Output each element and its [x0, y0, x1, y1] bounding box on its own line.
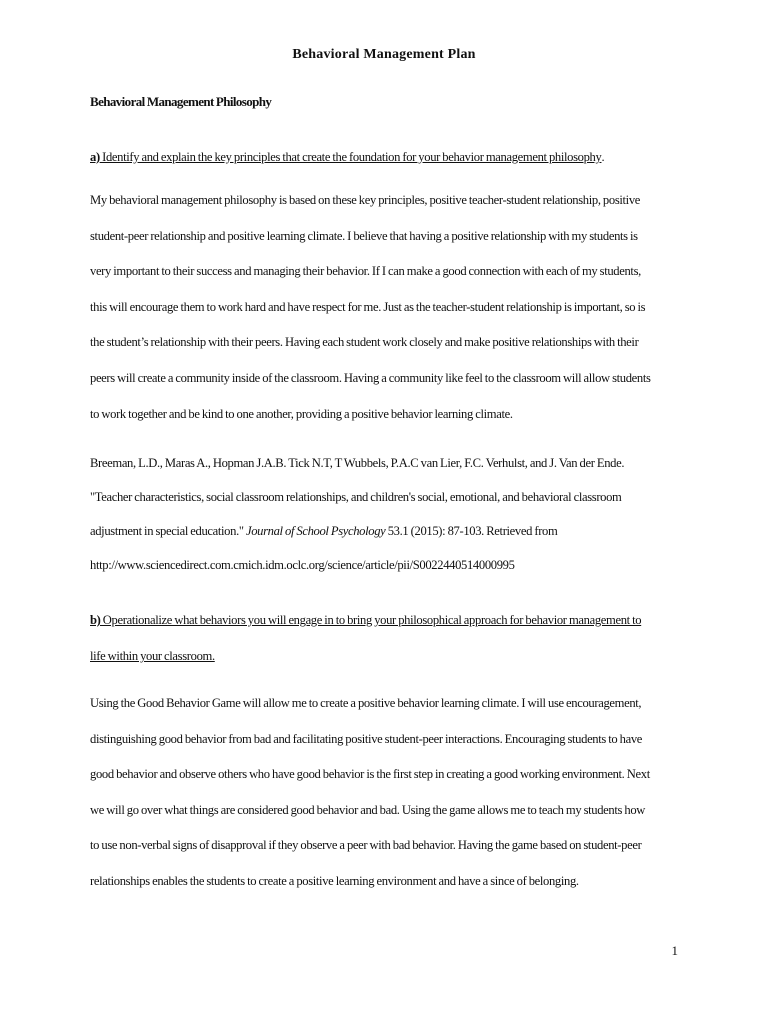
paragraph-philosophy — [90, 183, 680, 432]
question-a-text: Identify and explain the key principles that create the foundation for your behavior management philosophy — [99, 150, 602, 164]
paragraph-line: relationships enables the students to create a positive learning environment and have a since of belonging. — [90, 873, 579, 888]
document-title: Behavioral Management Plan — [292, 47, 476, 62]
question-b-text-line2: life within your classroom. — [90, 649, 215, 663]
paragraph-good-behavior-game — [90, 686, 680, 900]
question-b-text-line1: Operationalize what behaviors you will engage in to bring your philosophical approach for behavior management to — [100, 613, 642, 627]
paragraph-line: good behavior and observe others who have good behavior is the first step in creating a good working environment. Next — [90, 767, 650, 782]
section-heading: Behavioral Management Philosophy — [90, 94, 272, 109]
page-number: 1 — [671, 943, 678, 958]
question-a-trail: . — [601, 150, 605, 164]
paragraph-line: distinguishing good behavior from bad and facilitating positive student-peer interactions. Encouraging students to have — [90, 731, 643, 746]
paragraph-line: to work together and be kind to one another, providing a positive behavior learning climate. — [90, 406, 513, 421]
question-b-letter: b) — [90, 613, 101, 627]
paragraph-line: very important to their success and managing their behavior. If I can make a good connection with each of my students, — [90, 264, 641, 279]
question-a-letter: a) — [90, 150, 100, 164]
question-a — [90, 139, 680, 175]
citation — [90, 446, 680, 582]
citation-title: "Teacher characteristics, social classroom relationships, and children's social, emotional, and behavioral classroom — [90, 490, 622, 504]
paragraph-line: we will go over what things are considered good behavior and bad. Using the game allows me to teach my students how — [90, 802, 646, 817]
paragraph-line: My behavioral management philosophy is based on these key principles, positive teacher-student relationship, positive — [90, 193, 641, 207]
citation-source — [90, 514, 680, 548]
paragraph-line: this will encourage them to work hard and have respect for me. Just as the teacher-student relationship is important, so is — [90, 299, 646, 314]
paragraph-line: peers will create a community inside of the classroom. Having a community like feel to the classroom will allow students — [90, 370, 651, 385]
paragraph-line: Using the Good Behavior Game will allow me to create a positive behavior learning climate. I will use encouragement, — [90, 696, 642, 710]
citation-source-post: 53.1 (2015): 87-103. Retrieved from — [385, 524, 558, 538]
paragraph-line: the student’s relationship with their peers. Having each student work closely and make positive relationships with their — [90, 335, 639, 350]
question-b — [90, 602, 680, 674]
paragraph-line: student-peer relationship and positive learning climate. I believe that having a positive relationship with my students is — [90, 228, 638, 243]
citation-journal: Journal of School Psychology — [245, 524, 386, 538]
citation-authors: Breeman, L.D., Maras A., Hopman J.A.B. Tick N.T, T Wubbels, P.A.C van Lier, F.C. Verhulst, and J. Van der Ende. — [90, 456, 625, 470]
citation-url[interactable]: http://www.sciencedirect.com.cmich.idm.oclc.org/science/article/pii/S0022440514000995 — [90, 558, 515, 572]
paragraph-line: to use non-verbal signs of disapproval if they observe a peer with bad behavior. Having the game based on student-peer — [90, 838, 642, 853]
citation-source-pre: adjustment in special education." — [90, 524, 246, 538]
